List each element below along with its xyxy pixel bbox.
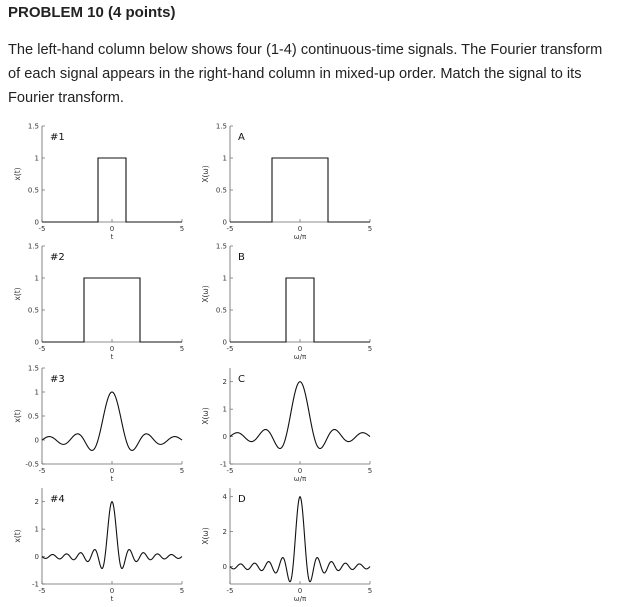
signal-curve	[42, 502, 182, 569]
y-tick-label: 0	[34, 553, 39, 562]
y-tick-label: -1	[220, 460, 227, 469]
y-tick-label: 0	[222, 433, 227, 442]
x-tick-label: -5	[38, 467, 46, 475]
y-tick-label: 0.5	[27, 412, 39, 421]
y-tick-label: 0.5	[215, 186, 227, 195]
x-tick-label: 5	[179, 467, 185, 475]
x-axis-label: ω/π	[293, 475, 307, 483]
signal-curve	[230, 382, 370, 449]
x-tick-label: -5	[226, 467, 234, 475]
x-tick-label: 5	[179, 225, 185, 233]
y-tick-label: 2	[222, 378, 227, 387]
panel-label: #1	[50, 132, 65, 143]
panel-label: B	[238, 252, 245, 263]
y-axis-label: x(t)	[13, 529, 22, 543]
signal-curve	[42, 392, 182, 450]
panel-label: #2	[50, 252, 65, 263]
y-axis-label: x(t)	[13, 287, 22, 301]
x-tick-label: 5	[179, 587, 185, 595]
y-tick-label: 1.5	[27, 242, 39, 251]
y-tick-label: 1	[34, 154, 39, 163]
y-axis-label: x(t)	[13, 409, 22, 423]
y-tick-label: 0	[34, 218, 39, 227]
x-tick-label: 5	[367, 467, 373, 475]
x-tick-label: -5	[38, 345, 46, 353]
y-axis-label: x(t)	[13, 167, 22, 181]
y-axis-label: X(ω)	[201, 407, 210, 425]
signal-curve	[230, 497, 370, 582]
signal-curve	[230, 158, 370, 222]
y-tick-label: 2	[34, 498, 39, 507]
y-tick-label: 1	[222, 154, 227, 163]
panel-label: #3	[50, 374, 65, 385]
x-axis-label: t	[110, 475, 114, 483]
y-tick-label: 0	[34, 436, 39, 445]
y-tick-label: 0	[34, 338, 39, 347]
y-axis-label: X(ω)	[201, 165, 210, 183]
problem-title: PROBLEM 10 (4 points)	[8, 4, 176, 21]
x-tick-label: 0	[297, 345, 303, 353]
y-tick-label: 1.5	[215, 242, 227, 251]
signal-curve	[230, 278, 370, 342]
x-tick-label: -5	[226, 345, 234, 353]
problem-description: The left-hand column below shows four (1-4) continuous-time signals. The Fourier transform of each signal appears in the right-hand column in mixed-up order. Match the signal to its Fourier transform.	[8, 42, 603, 106]
x-axis-label: t	[110, 595, 114, 603]
y-tick-label: 1	[222, 405, 227, 414]
y-tick-label: 1.5	[27, 364, 39, 373]
signal-curve	[42, 158, 182, 222]
x-tick-label: 5	[367, 587, 373, 595]
y-tick-label: 1	[34, 274, 39, 283]
y-tick-label: 1	[34, 388, 39, 397]
x-tick-label: 5	[179, 345, 185, 353]
y-axis-label: X(ω)	[201, 285, 210, 303]
x-tick-label: 0	[109, 345, 115, 353]
panel-label: C	[238, 374, 245, 385]
x-tick-label: -5	[226, 587, 234, 595]
x-axis-label: t	[110, 353, 114, 361]
x-tick-label: 0	[109, 225, 115, 233]
x-tick-label: 5	[367, 345, 373, 353]
y-tick-label: 0	[222, 218, 227, 227]
y-tick-label: 1.5	[27, 122, 39, 131]
x-tick-label: 0	[109, 587, 115, 595]
y-tick-label: 4	[222, 493, 227, 502]
y-tick-label: 0.5	[27, 186, 39, 195]
x-tick-label: 0	[109, 467, 115, 475]
y-tick-label: 0	[222, 563, 227, 572]
panel-label: #4	[50, 494, 65, 505]
y-axis-label: X(ω)	[201, 527, 210, 545]
x-tick-label: -5	[38, 225, 46, 233]
x-axis-label: ω/π	[293, 353, 307, 361]
y-tick-label: 0.5	[27, 306, 39, 315]
x-tick-label: 0	[297, 225, 303, 233]
y-tick-label: 1.5	[215, 122, 227, 131]
x-axis-label: ω/π	[293, 233, 307, 241]
panel-label: D	[238, 494, 246, 505]
y-tick-label: -0.5	[25, 460, 39, 469]
x-axis-label: ω/π	[293, 595, 307, 603]
x-tick-label: 0	[297, 587, 303, 595]
x-tick-label: 5	[367, 225, 373, 233]
x-tick-label: -5	[38, 587, 46, 595]
x-axis-label: t	[110, 233, 114, 241]
signal-curve	[42, 278, 182, 342]
y-tick-label: 1	[34, 525, 39, 534]
y-tick-label: 0.5	[215, 306, 227, 315]
y-tick-label: 1	[222, 274, 227, 283]
panel-label: A	[238, 132, 245, 143]
x-tick-label: 0	[297, 467, 303, 475]
y-tick-label: 2	[222, 528, 227, 537]
y-tick-label: -1	[32, 580, 39, 589]
y-tick-label: 0	[222, 338, 227, 347]
x-tick-label: -5	[226, 225, 234, 233]
